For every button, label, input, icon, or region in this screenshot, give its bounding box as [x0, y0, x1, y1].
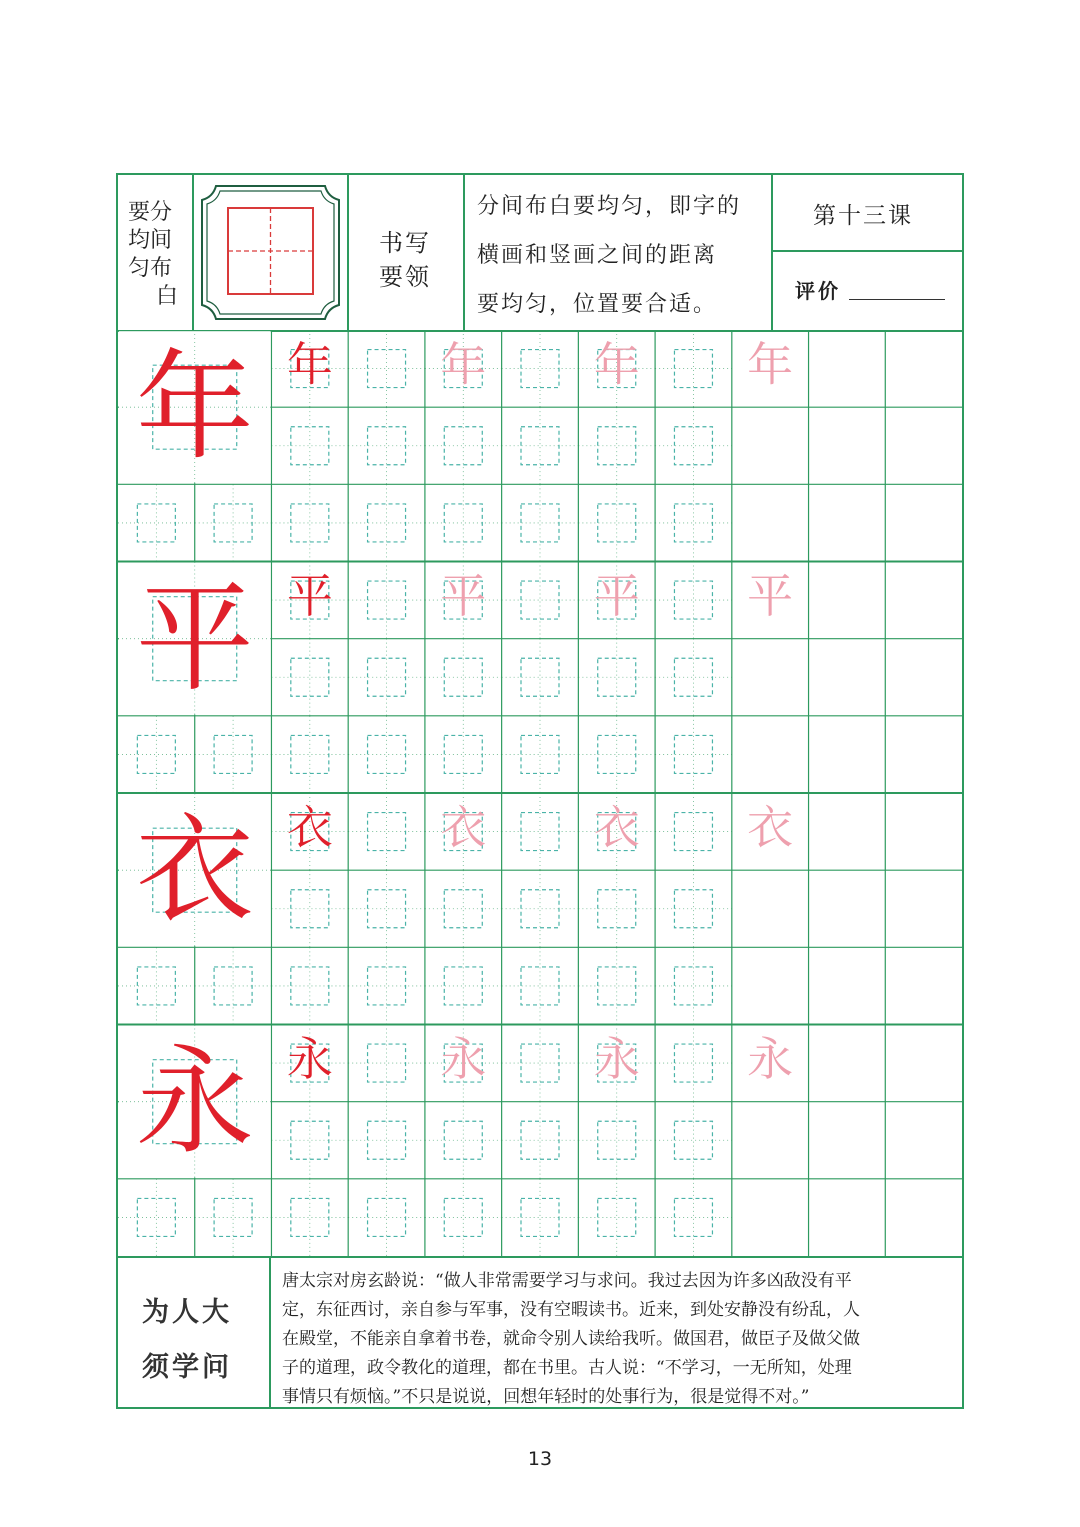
practice-inner-box: [444, 427, 482, 465]
trace-character: 衣: [747, 800, 794, 855]
practice-inner-box: [521, 967, 559, 1005]
practice-inner-box: [521, 658, 559, 696]
topic-line: 要分: [128, 200, 173, 225]
model-character: 平: [135, 569, 254, 708]
practice-inner-box: [137, 735, 175, 773]
practice-inner-box: [521, 735, 559, 773]
practice-inner-box: [291, 1198, 329, 1236]
practice-inner-box: [368, 1121, 406, 1159]
practice-inner-box: [368, 658, 406, 696]
practice-inner-box: [214, 735, 252, 773]
practice-inner-box: [674, 1044, 712, 1082]
practice-sheet: [116, 173, 964, 1409]
practice-inner-box: [214, 967, 252, 1005]
sample-character: 平: [286, 569, 333, 624]
practice-inner-box: [674, 890, 712, 928]
tips-text-line: 分间布白要均匀，即字的: [477, 194, 742, 219]
practice-inner-box: [598, 735, 636, 773]
practice-inner-box: [521, 890, 559, 928]
story-title-line: 须学问: [142, 1352, 232, 1383]
practice-inner-box: [444, 967, 482, 1005]
trace-character: 永: [593, 1032, 640, 1087]
tips-label-line: 书写: [379, 229, 431, 257]
story-text-line: 子的道理，政令教化的道理，都在书里。古人说：“不学习，一无所知，处理: [282, 1358, 852, 1378]
practice-inner-box: [368, 504, 406, 542]
trace-character: 平: [593, 569, 640, 624]
practice-inner-box: [521, 581, 559, 619]
topic-box: [118, 175, 194, 330]
story-text-line: 唐太宗对房玄龄说：“做人非常需要学习与求问。我过去因为许多凶敌没有平: [282, 1271, 852, 1291]
practice-inner-box: [521, 427, 559, 465]
trace-character: 年: [593, 337, 640, 392]
story-title-line: 为人大: [142, 1297, 232, 1328]
sample-character: 衣: [286, 800, 333, 855]
practice-inner-box: [368, 813, 406, 851]
decorative-frame-icon: [194, 175, 347, 330]
practice-inner-box: [368, 890, 406, 928]
practice-inner-box: [674, 735, 712, 773]
practice-inner-box: [291, 1121, 329, 1159]
page-number: 13: [527, 1448, 553, 1470]
practice-inner-box: [674, 427, 712, 465]
practice-inner-box: [368, 735, 406, 773]
practice-grid: [118, 330, 962, 1256]
practice-inner-box: [368, 581, 406, 619]
practice-inner-box: [598, 967, 636, 1005]
practice-inner-box: [598, 1198, 636, 1236]
model-character: 衣: [135, 801, 254, 940]
tips-label-line: 要领: [379, 263, 431, 291]
practice-inner-box: [674, 581, 712, 619]
practice-inner-box: [674, 504, 712, 542]
practice-inner-box: [521, 1198, 559, 1236]
trace-character: 年: [747, 337, 794, 392]
evaluation-label: 评价: [795, 279, 841, 303]
practice-inner-box: [368, 350, 406, 388]
topic-line: 白: [156, 284, 179, 309]
model-character: 年: [135, 338, 254, 477]
practice-inner-box: [598, 427, 636, 465]
topic-line: 匀布: [128, 256, 173, 281]
lesson-box: [773, 175, 962, 330]
trace-character: 平: [440, 569, 487, 624]
evaluation-blank[interactable]: [849, 299, 945, 300]
trace-character: 平: [747, 569, 794, 624]
practice-inner-box: [368, 427, 406, 465]
practice-inner-box: [368, 1044, 406, 1082]
sample-character: 年: [286, 337, 333, 392]
practice-inner-box: [368, 1198, 406, 1236]
practice-inner-box: [674, 658, 712, 696]
practice-inner-box: [137, 504, 175, 542]
practice-inner-box: [521, 1121, 559, 1159]
worksheet-header: [118, 175, 962, 332]
tips-text-line: 要均匀，位置要合适。: [477, 292, 718, 317]
topic-line: 均间: [128, 228, 173, 253]
practice-inner-box: [214, 1198, 252, 1236]
tips-label-box: [349, 175, 465, 330]
practice-inner-box: [444, 658, 482, 696]
practice-inner-box: [521, 813, 559, 851]
practice-inner-box: [521, 1044, 559, 1082]
practice-inner-box: [444, 890, 482, 928]
layout-demo-box: [194, 175, 349, 330]
story-section: [118, 1256, 962, 1409]
practice-inner-box: [674, 1121, 712, 1159]
model-character: 永: [135, 1032, 254, 1171]
practice-inner-box: [521, 504, 559, 542]
practice-inner-box: [291, 967, 329, 1005]
practice-inner-box: [137, 1198, 175, 1236]
trace-character: 年: [440, 337, 487, 392]
tips-text-line: 横画和竖画之间的距离: [477, 243, 718, 268]
practice-inner-box: [291, 658, 329, 696]
practice-inner-box: [137, 967, 175, 1005]
practice-inner-box: [521, 350, 559, 388]
practice-inner-box: [598, 504, 636, 542]
trace-character: 永: [747, 1032, 794, 1087]
story-text-line: 事情只有烦恼。”不只是说说，回想年轻时的处事行为，很是觉得不对。”: [282, 1387, 810, 1407]
trace-character: 衣: [440, 800, 487, 855]
divider: [773, 250, 962, 252]
story-text-line: 在殿堂，不能亲自拿着书卷，就命令别人读给我听。做国君，做臣子及做父做: [282, 1329, 860, 1349]
trace-character: 衣: [593, 800, 640, 855]
practice-inner-box: [674, 350, 712, 388]
trace-character: 永: [440, 1032, 487, 1087]
practice-inner-box: [598, 1121, 636, 1159]
story-text-line: 定，东征西讨，亲自参与军事，没有空暇读书。近来，到处安静没有纷乱，人: [282, 1300, 860, 1320]
practice-inner-box: [674, 1198, 712, 1236]
practice-inner-box: [291, 427, 329, 465]
practice-inner-box: [368, 967, 406, 1005]
practice-inner-box: [291, 890, 329, 928]
story-title-box: [118, 1258, 271, 1409]
practice-inner-box: [674, 813, 712, 851]
practice-inner-box: [598, 890, 636, 928]
practice-inner-box: [674, 967, 712, 1005]
practice-inner-box: [444, 504, 482, 542]
practice-inner-box: [214, 504, 252, 542]
practice-inner-box: [598, 658, 636, 696]
practice-inner-box: [444, 1121, 482, 1159]
sample-character: 永: [286, 1032, 333, 1087]
practice-inner-box: [444, 1198, 482, 1236]
lesson-title: 第十三课: [813, 203, 913, 229]
practice-inner-box: [291, 504, 329, 542]
practice-inner-box: [444, 735, 482, 773]
practice-inner-box: [291, 735, 329, 773]
tips-text-box: [465, 175, 773, 330]
